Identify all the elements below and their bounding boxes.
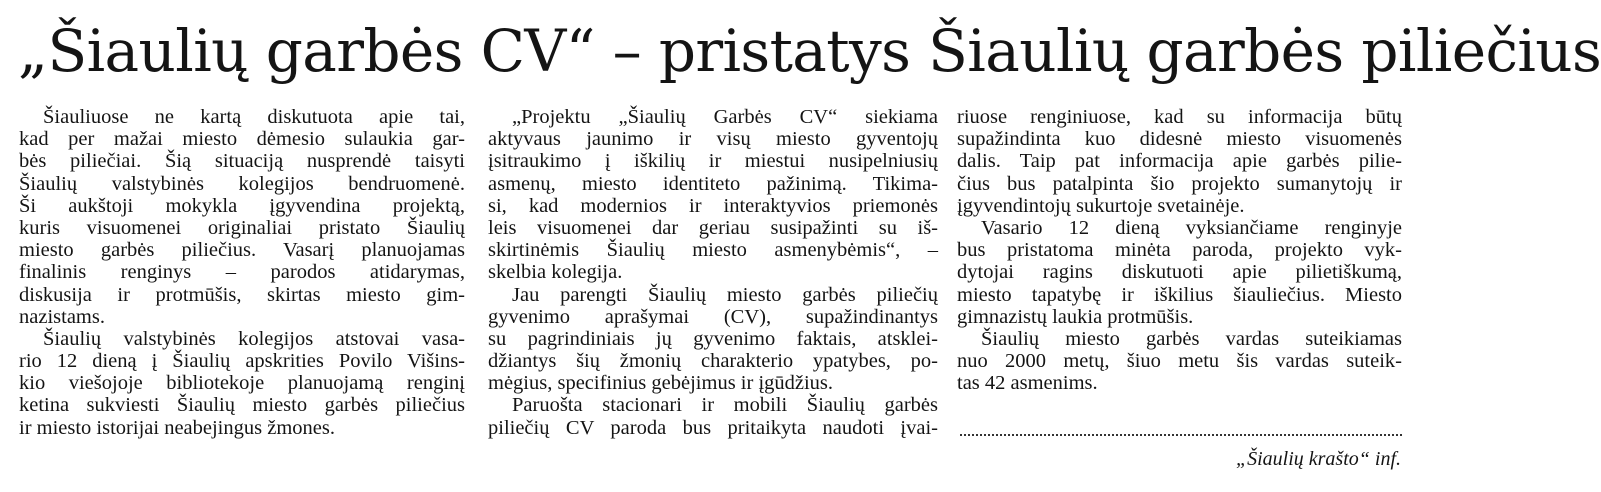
text-line: „Projektu „Šiaulių Garbės CV“ siekiama [512,106,938,128]
text-line: Šiaulių valstybinės kolegijos bendruomenė. [19,172,465,195]
text-line: čius bus patalpinta šio projekto sumanytojų ir [957,172,1402,195]
text-line: mėgius, specifinius gebėjimus ir įgūdžius. [488,372,834,395]
text-line: Šiaulių miesto garbės vardas suteikiamas [981,327,1402,350]
text-line: supažindinta kuo didesnė miesto visuomenės [957,128,1402,151]
text-line: Ši aukštoji mokykla įgyvendina projektą, [19,194,465,217]
article-headline: „Šiaulių garbės CV“ – pristatys Šiaulių garbės piliečius [18,17,1601,85]
text-line: nazistams. [19,305,105,328]
text-line: aktyvaus jaunimo ir visų miesto gyventojų [488,128,938,151]
text-line: rio 12 dieną į Šiaulių apskrities Povilo Višins- [19,350,465,373]
article-source: „Šiaulių krašto“ inf. [1235,448,1401,470]
text-line: bės piliečiai. Šią situaciją nusprendė taisyti [19,150,465,173]
text-line: Šiaulių valstybinės kolegijos atstovai vasa- [43,327,465,350]
text-line: asmenų, miesto identiteto pažinimą. Tikima- [488,172,938,195]
text-line: finalinis renginys – parodos atidarymas, [19,261,465,284]
text-line: Paruošta stacionari ir mobili Šiaulių garbės [512,394,938,417]
text-line: kio viešojoje bibliotekoje planuojamą renginį [19,372,465,395]
text-line: miesto tapatybę ir iškilius šiauliečius. Miesto [957,283,1402,306]
text-line: bus pristatoma minėta paroda, projekto vyk- [957,239,1402,262]
text-line: gimnazistų laukia protmūšis. [957,305,1194,328]
text-line: su pagrindiniais jų gyvenimo faktais, atsklei- [488,327,938,350]
text-line: dytojai ragins diskutuoti apie pilietiškumą, [957,261,1402,284]
text-line: dalis. Taip pat informacija apie garbės pilie- [957,150,1402,173]
text-line: skelbia kolegija. [488,261,623,284]
text-line: miesto garbės piliečius. Vasarį planuojamas [19,239,465,262]
text-line: leis visuomenei dar geriau susipažinti su iš- [488,216,938,239]
text-line: džiantys šių žmonių charakterio ypatybes, po- [488,350,938,373]
text-line: si, kad modernios ir interaktyvios priemonės [488,194,938,217]
article-column-3 [957,106,1402,394]
text-line: tas 42 asmenims. [957,372,1098,395]
text-line: nuo 2000 metų, šiuo metu šis vardas suteik- [957,350,1402,373]
article-column-2 [488,106,938,439]
text-line: diskusija ir protmūšis, skirtas miesto gim- [19,283,465,306]
article-column-1 [19,106,465,439]
text-line: ketina sukviesti Šiaulių miesto garbės piliečius [19,394,465,417]
text-line: ir miesto istorijai neabejingus žmones. [19,416,335,439]
text-line: piliečių CV paroda bus pritaikyta naudoti įvai- [488,416,938,439]
text-line: skirtinėmis Šiaulių miesto asmenybėmis“, – [488,239,938,262]
text-line: riuose renginiuose, kad su informacija būtų [957,106,1402,128]
text-line: Šiauliuose ne kartą diskutuota apie tai, [43,106,465,128]
text-line: kuris visuomenei originaliai pristato Šiaulių [19,216,465,239]
text-line: gyvenimo aprašymai (CV), supažindinantys [488,305,938,328]
dotted-separator [960,434,1402,436]
text-line: įgyvendintojų sukurtoje svetainėje. [957,194,1245,217]
text-line: kad per mažai miesto dėmesio sulaukia gar- [19,128,465,151]
text-line: Vasario 12 dieną vyksiančiame renginyje [981,216,1402,239]
text-line: Jau parengti Šiaulių miesto garbės piliečių [512,283,938,306]
text-line: įsitraukimo į iškilių ir miestui nusipelniusių [488,150,938,173]
